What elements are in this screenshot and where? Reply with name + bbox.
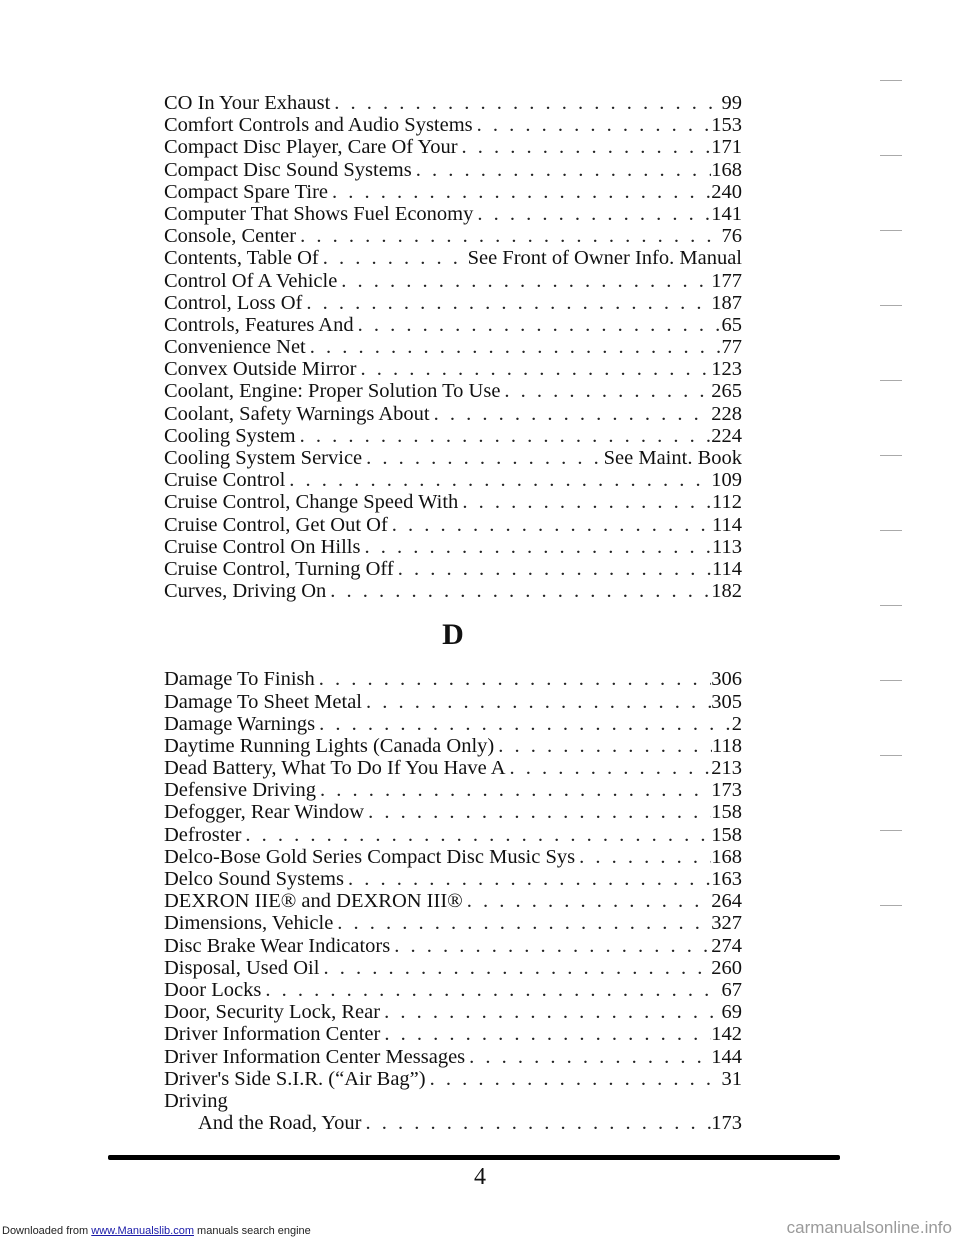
index-entry (164, 912, 742, 934)
entry-page: 114 (712, 513, 742, 536)
index-entry (164, 447, 742, 469)
index-entry (164, 935, 742, 957)
dot-leader (362, 691, 711, 713)
index-entry (164, 159, 742, 181)
dot-leader (285, 469, 711, 491)
index-entry (164, 1046, 742, 1068)
margin-mark (880, 830, 902, 831)
entry-title: Defensive Driving (164, 779, 316, 802)
entry-page: 224 (711, 424, 742, 447)
index-entry (164, 247, 742, 269)
index-entry (164, 403, 742, 425)
entry-page: 171 (711, 136, 742, 159)
dot-leader (319, 247, 468, 269)
entry-page: 187 (711, 291, 742, 314)
index-entry (164, 1112, 742, 1134)
entry-page: 264 (711, 890, 742, 913)
index-entry (164, 336, 742, 358)
index-entry (164, 779, 742, 801)
index-entry (164, 514, 742, 536)
entry-page: 327 (711, 912, 742, 935)
entry-title: Cruise Control, Get Out Of (164, 513, 388, 536)
margin-mark (880, 155, 902, 156)
section-c (164, 92, 742, 602)
entry-title: Computer That Shows Fuel Economy (164, 202, 474, 225)
entry-title: Delco-Bose Gold Series Compact Disc Music Sys (164, 845, 576, 868)
entry-page: 31 (721, 1067, 742, 1090)
entry-page: 77 (721, 336, 742, 359)
dot-leader (328, 181, 711, 203)
index-entry (164, 536, 742, 558)
entry-title: Driver Information Center Messages (164, 1045, 466, 1068)
dot-leader (333, 912, 711, 934)
index-entry (164, 425, 742, 447)
entry-title: Compact Spare Tire (164, 180, 328, 203)
entry-title: Daytime Running Lights (Canada Only) (164, 734, 495, 757)
entry-title: And the Road, Your (198, 1112, 362, 1135)
dot-leader (380, 1023, 711, 1045)
dot-leader (463, 890, 712, 912)
index-entry (164, 181, 742, 203)
entry-page: 305 (711, 690, 742, 713)
entry-page: 144 (711, 1045, 742, 1068)
dot-leader (394, 558, 712, 580)
entry-page: 153 (711, 114, 742, 137)
index-entry (164, 270, 742, 292)
margin-mark (880, 530, 902, 531)
dot-leader (316, 779, 711, 801)
entry-page: 113 (712, 535, 742, 558)
index-entry (164, 668, 742, 690)
entry-title: Controls, Features And (164, 313, 354, 336)
index-entry (164, 136, 742, 158)
index-entry (164, 558, 742, 580)
watermark: carmanualsonline.info (786, 1218, 952, 1237)
index-entry (164, 314, 742, 336)
margin-marks (868, 60, 938, 1160)
dot-leader (500, 380, 711, 402)
index-entry (164, 1090, 742, 1112)
entry-title: Dead Battery, What To Do If You Have A (164, 757, 506, 780)
entry-page: 240 (711, 180, 742, 203)
index-entry (164, 358, 742, 380)
index-entry (164, 1001, 742, 1023)
entry-title: Damage To Finish (164, 668, 315, 691)
dot-leader (458, 136, 712, 158)
index-entry (164, 757, 742, 779)
entry-title: Damage To Sheet Metal (164, 690, 363, 713)
margin-mark (880, 230, 902, 231)
entry-title: Curves, Driving On (164, 580, 327, 603)
dot-leader (361, 1112, 711, 1134)
dot-leader (458, 491, 712, 513)
index-entry (164, 957, 742, 979)
index-entry (164, 979, 742, 1001)
entry-title: Defogger, Rear Window (164, 801, 365, 824)
entry-title: Delco Sound Systems (164, 868, 344, 890)
entry-title: Convex Outside Mirror (164, 358, 357, 381)
entry-title: Console, Center (164, 225, 297, 248)
entry-title: Compact Disc Sound Systems (164, 158, 412, 181)
entry-page: 76 (721, 225, 742, 248)
entry-title: Contents, Table Of (164, 247, 319, 270)
entry-title: Control, Loss Of (164, 291, 303, 314)
entry-page: 173 (711, 779, 742, 802)
entry-page: 114 (712, 557, 742, 580)
index-entry (164, 469, 742, 491)
entry-page: 109 (711, 469, 742, 492)
dot-leader (412, 159, 712, 181)
entry-page: 173 (711, 1112, 742, 1135)
entry-page: 142 (711, 1023, 742, 1046)
entry-page: 65 (721, 313, 742, 336)
entry-page: See Maint. Book (603, 447, 742, 469)
margin-mark (880, 755, 902, 756)
index-entry (164, 691, 742, 713)
index-entry (164, 380, 742, 402)
entry-page: 177 (711, 269, 742, 292)
dot-leader (362, 447, 603, 469)
header-suffix: manuals search engine (193, 1225, 311, 1237)
index-entry (164, 868, 742, 890)
margin-mark (880, 905, 902, 906)
dot-leader (473, 203, 711, 225)
dot-leader (390, 935, 711, 957)
index-entry (164, 580, 742, 602)
entry-title: Cooling System (164, 424, 296, 447)
entry-page: See Front of Owner Info. Manual (467, 247, 742, 270)
dot-leader (360, 536, 712, 558)
dot-leader (306, 336, 722, 358)
entry-page: 123 (711, 358, 742, 381)
index-entry (164, 292, 742, 314)
entry-page: 158 (711, 823, 742, 846)
page-number: 4 (474, 1164, 486, 1190)
manualslib-link[interactable]: www.Manualslib.com (91, 1225, 194, 1237)
entry-title: Driving (164, 1089, 228, 1112)
index-entry (164, 801, 742, 823)
entry-title: Coolant, Safety Warnings About (164, 402, 430, 425)
entry-page: 274 (711, 934, 742, 957)
dot-leader (326, 580, 711, 602)
dot-leader (388, 514, 712, 536)
dot-leader (575, 846, 711, 868)
index-entry (164, 713, 742, 735)
entry-title: Cruise Control, Change Speed With (164, 491, 459, 514)
entry-page: 158 (711, 801, 742, 824)
section-d (164, 668, 742, 1134)
entry-page: 112 (712, 491, 742, 514)
index-entry (164, 890, 742, 912)
dot-leader (330, 92, 721, 114)
section-letter: D (442, 618, 464, 652)
dot-leader (430, 403, 712, 425)
entry-title: Damage Warnings (164, 712, 316, 735)
download-header (2, 1225, 311, 1237)
entry-title: Defroster (164, 823, 242, 846)
entry-title: Driver Information Center (164, 1023, 381, 1046)
margin-mark (880, 455, 902, 456)
dot-leader (473, 114, 712, 136)
dot-leader (380, 1001, 721, 1023)
entry-page: 163 (711, 868, 742, 890)
entry-title: Compact Disc Player, Care Of Your (164, 136, 458, 159)
entry-title: Cruise Control (164, 469, 286, 492)
dot-leader (296, 225, 721, 247)
dot-leader (356, 358, 711, 380)
entry-title: Cruise Control On Hills (164, 535, 361, 558)
dot-leader (241, 824, 711, 846)
index-entry (164, 1068, 742, 1090)
entry-page: 118 (712, 734, 742, 757)
index-entry (164, 1023, 742, 1045)
dot-leader (426, 1068, 722, 1090)
margin-mark (880, 80, 902, 81)
entry-page: 99 (721, 92, 742, 114)
index-entry (164, 846, 742, 868)
entry-page: 168 (711, 845, 742, 868)
dot-leader (261, 979, 721, 1001)
index-entry (164, 225, 742, 247)
dot-leader (315, 713, 732, 735)
margin-mark (880, 680, 902, 681)
entry-title: Disposal, Used Oil (164, 956, 320, 979)
entry-title: Cooling System Service (164, 447, 363, 469)
index-entry (164, 92, 742, 114)
dot-leader (364, 801, 711, 823)
entry-title: Convenience Net (164, 336, 306, 359)
entry-page: 69 (721, 1001, 742, 1024)
index-entry (164, 824, 742, 846)
entry-title: Cruise Control, Turning Off (164, 557, 394, 580)
index-entry (164, 203, 742, 225)
dot-leader (302, 292, 711, 314)
entry-page: 168 (711, 158, 742, 181)
footer-rule (108, 1155, 840, 1160)
dot-leader (319, 957, 711, 979)
index-entry (164, 735, 742, 757)
entry-title: Dimensions, Vehicle (164, 912, 334, 935)
entry-title: CO In Your Exhaust (164, 92, 331, 114)
entry-page: 2 (731, 712, 742, 735)
entry-page: 228 (711, 402, 742, 425)
entry-page: 265 (711, 380, 742, 403)
entry-title: Door, Security Lock, Rear (164, 1001, 381, 1024)
dot-leader (296, 425, 712, 447)
index-list (164, 92, 742, 1134)
entry-title: Coolant, Engine: Proper Solution To Use (164, 380, 501, 403)
index-entry (164, 491, 742, 513)
entry-title: Control Of A Vehicle (164, 269, 338, 292)
entry-page: 141 (711, 202, 742, 225)
entry-title: Comfort Controls and Audio Systems (164, 114, 473, 137)
entry-page: 213 (711, 757, 742, 780)
header-prefix: Downloaded from (2, 1225, 92, 1237)
entry-title: Door Locks (164, 978, 262, 1001)
margin-mark (880, 605, 902, 606)
dot-leader (354, 314, 722, 336)
entry-title: Disc Brake Wear Indicators (164, 934, 391, 957)
dot-leader (337, 270, 711, 292)
entry-page: 306 (711, 668, 742, 691)
dot-leader (506, 757, 712, 779)
entry-title: DEXRON IIE® and DEXRON III® (164, 890, 463, 913)
entry-page: 67 (721, 978, 742, 1001)
dot-leader (344, 868, 711, 890)
dot-leader (465, 1046, 711, 1068)
margin-mark (880, 305, 902, 306)
entry-title: Driver's Side S.I.R. (“Air Bag”) (164, 1067, 426, 1090)
entry-page: 182 (711, 580, 742, 603)
entry-page: 260 (711, 956, 742, 979)
dot-leader (315, 668, 711, 690)
dot-leader (494, 735, 712, 757)
index-entry (164, 114, 742, 136)
margin-mark (880, 380, 902, 381)
